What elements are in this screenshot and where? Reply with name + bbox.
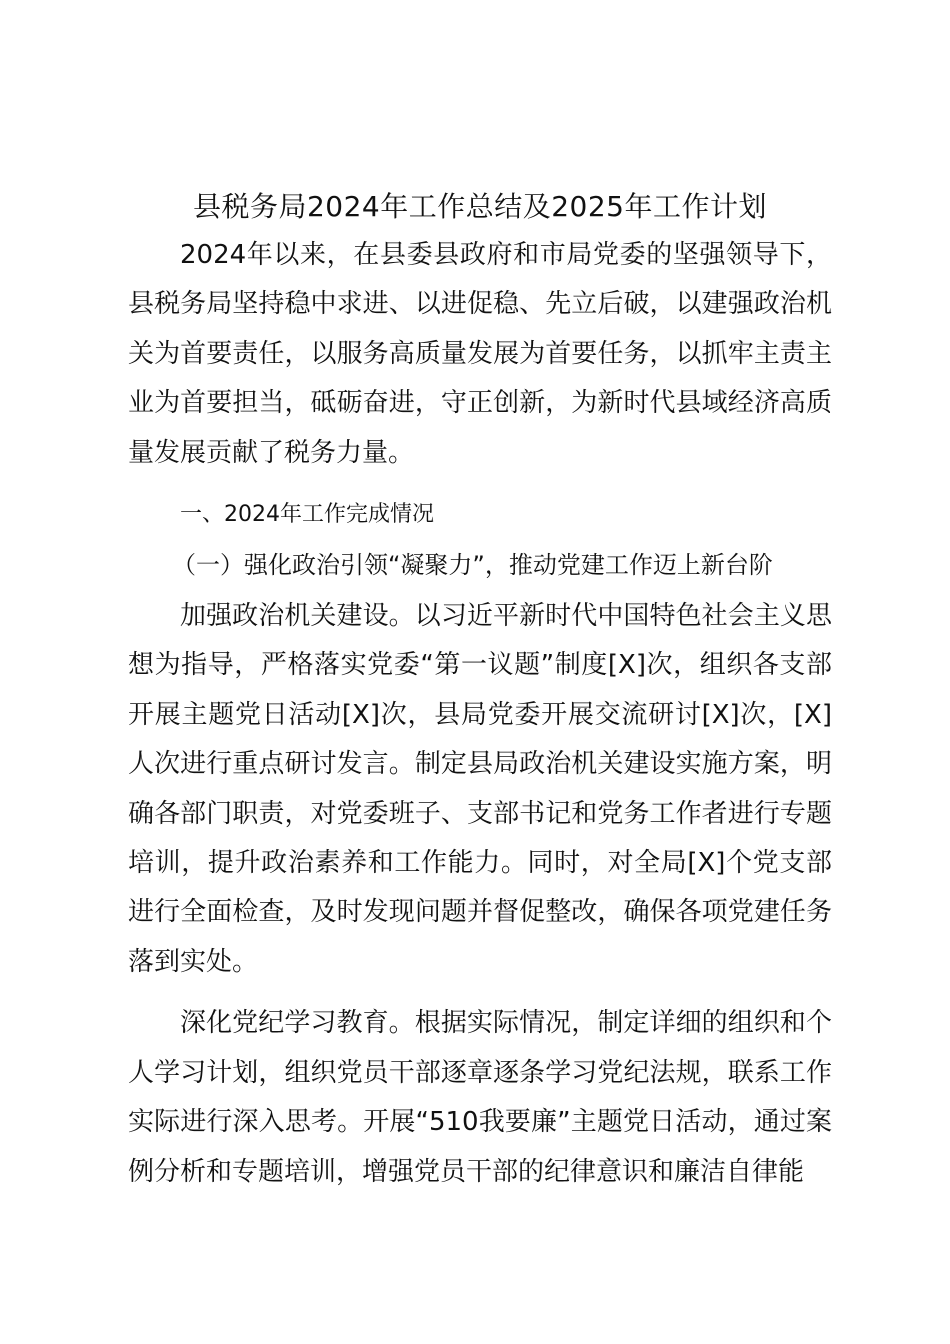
section-heading: 一、2024年工作完成情况 xyxy=(180,502,434,528)
document-page xyxy=(128,183,832,1197)
intro-paragraph: 2024年以来，在县委县政府和市局党委的坚强领导下，县税务局坚持稳中求进、以进促稳、先立后破，以建强政治机关为首要责任，以服务高质量发展为首要任务，以抓牢主责主业为首要担当，砥砺奋进，守正创新，为新时代县域经济高质量发展贡献了税务力量。 xyxy=(128,240,832,468)
document-title: 县税务局2024年工作总结及2025年工作计划 xyxy=(192,190,768,223)
subsection-heading: （一）强化政治引领“凝聚力”，推动党建工作迈上新台阶 xyxy=(172,551,773,580)
body-paragraph-discipline-education: 深化党纪学习教育。根据实际情况，制定详细的组织和个人学习计划，组织党员干部逐章逐条学习党纪法规，联系工作实际进行深入思考。开展“510我要廉”主题党日活动，通过案例分析和专题培训，增强党员干部的纪律意识和廉洁自律能 xyxy=(128,1008,832,1187)
body-paragraph-political-building: 加强政治机关建设。以习近平新时代中国特色社会主义思想为指导，严格落实党委“第一议题”制度[X]次，组织各支部开展主题党日活动[X]次，县局党委开展交流研讨[X]次，[X]人次进行重点研讨发言。制定县局政治机关建设实施方案，明确各部门职责，对党委班子、支部书记和党务工作者进行专题培训，提升政治素养和工作能力。同时，对全局[X]个党支部进行全面检查，及时发现问题并督促整改，确保各项党建任务落到实处。 xyxy=(128,601,832,977)
